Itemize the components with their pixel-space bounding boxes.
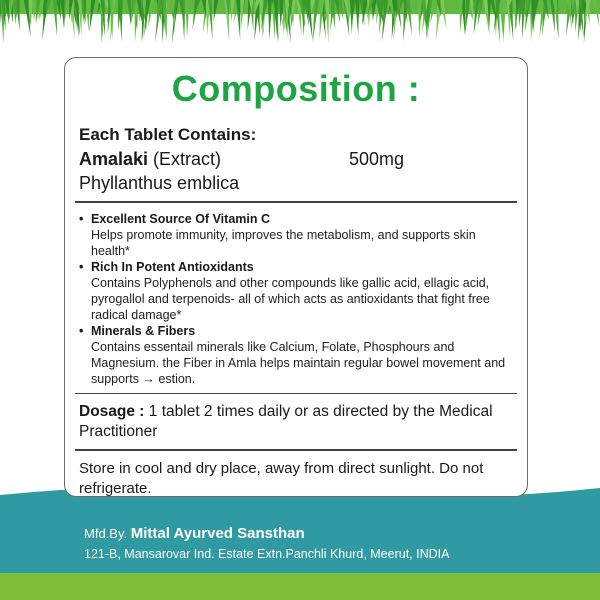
dosage-text: 1 tablet 2 times daily or as directed by the Medical Practitioner [79, 403, 493, 440]
manufacturer-name: Mittal Ayurved Sansthan [130, 525, 305, 542]
ingredient-name-bold: Amalaki [79, 149, 149, 169]
botanical-name: Phyllanthus emblica [79, 173, 240, 193]
grass-blade [134, 0, 138, 42]
manufacturer-info [84, 525, 564, 563]
manufacturer-prefix: Mfd.By. [84, 526, 131, 541]
ingredient-row [79, 147, 513, 171]
ingredient-dose: 500mg [349, 149, 405, 169]
ingredient-name [79, 147, 349, 171]
benefit-title: Minerals & Fibers [91, 323, 196, 338]
grass-blade [521, 0, 525, 39]
green-band [0, 573, 600, 600]
grass-blade [459, 0, 463, 34]
manufacturer-address: 121-B, Mansarovar Ind. Estate Extn.Panchli Khurd, Meerut, INDIA [84, 547, 450, 561]
bullet-icon: • [79, 211, 84, 226]
grass-blade [240, 0, 244, 30]
dosage-section [79, 394, 513, 449]
bullet-icon: • [79, 259, 84, 274]
dosage-label: Dosage : [79, 403, 145, 420]
grass-blade [350, 0, 354, 34]
grass-blade [268, 0, 272, 40]
benefit-item [79, 259, 513, 323]
benefit-description: Contains Polyphenols and other compounds like gallic acid, ellagic acid, pyrogallol and terpenoids- all of which acts as antioxidants that fight free radical damage* [91, 275, 490, 322]
grass-border [0, 0, 600, 46]
benefit-item [79, 211, 513, 259]
each-tablet-label: Each Tablet Contains: [79, 125, 257, 144]
benefit-description: Contains essentail minerals like Calcium, Folate, Phosphours and Magnesium. the Fiber in Amla helps maintain regular bowel movement and supports → estion. [91, 339, 506, 386]
bullet-icon: • [79, 323, 84, 338]
grass-blade [502, 0, 506, 43]
composition-title: Composition : [171, 68, 421, 109]
storage-instructions: Store in cool and dry place, away from direct sunlight. Do not refrigerate. [79, 459, 484, 497]
benefit-title: Rich In Potent Antioxidants [91, 259, 254, 274]
benefit-item [79, 323, 513, 387]
grass-blade [185, 0, 189, 39]
grass-blade [86, 0, 90, 31]
grass-blade [325, 0, 329, 44]
composition-card [64, 57, 528, 497]
ingredient-name-suffix: (Extract) [148, 149, 222, 169]
benefit-description: Helps promote immunity, improves the metabolism, and supports skin health* [91, 227, 476, 258]
grass-blade [355, 0, 359, 35]
benefits-list [79, 203, 513, 393]
benefit-title: Excellent Source Of Vitamin C [91, 211, 270, 226]
grass-blade [418, 0, 422, 37]
